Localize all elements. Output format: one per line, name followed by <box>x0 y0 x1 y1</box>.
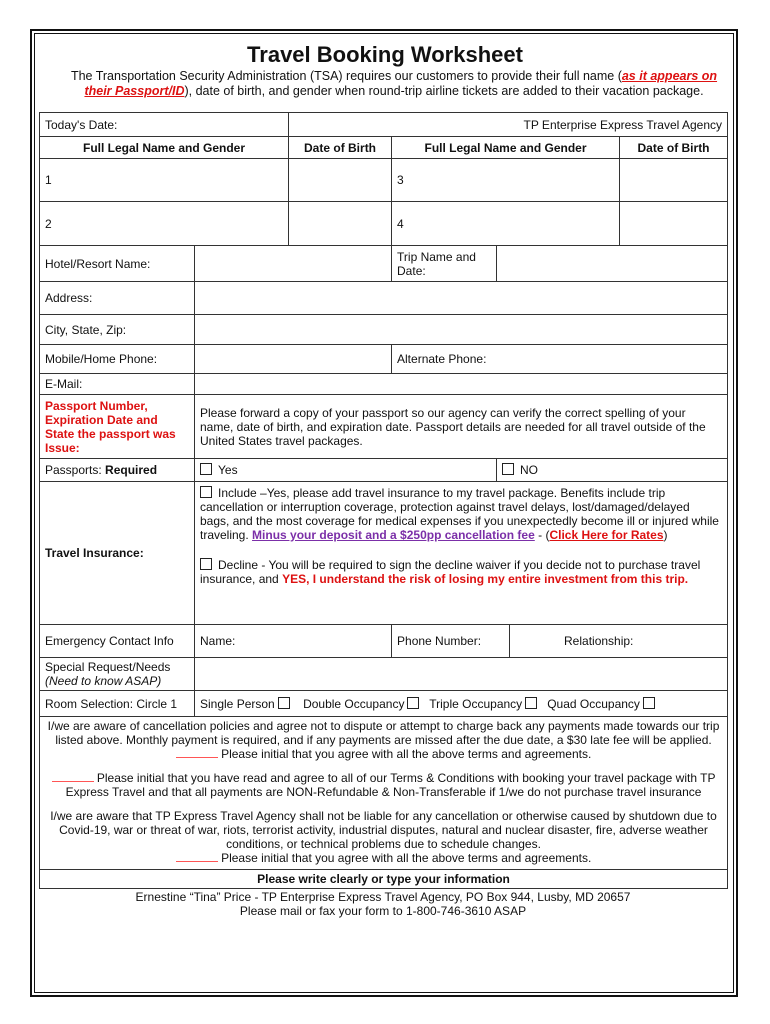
alt-phone-field[interactable] <box>392 345 728 374</box>
room-single-option[interactable]: Single Person <box>200 697 290 711</box>
column-header-name-1: Full Legal Name and Gender <box>40 137 289 159</box>
yes-checkbox[interactable] <box>200 463 212 475</box>
phone-label: Mobile/Home Phone: <box>40 345 195 374</box>
passport-no-option[interactable]: NO <box>497 459 728 482</box>
room-double-option[interactable]: Double Occupancy <box>303 697 419 711</box>
emergency-phone-field[interactable]: Phone Number: <box>392 625 510 658</box>
agency-name: TP Enterprise Express Travel Agency <box>289 113 728 137</box>
room-selection-label: Room Selection: Circle 1 <box>40 691 195 717</box>
special-request-label: Special Request/Needs (Need to know ASAP) <box>40 658 195 691</box>
fax-instructions: Please mail or fax your form to 1-800-746-3610 ASAP <box>239 904 527 918</box>
address-label: Address: <box>40 282 195 315</box>
page-title: Travel Booking Worksheet <box>247 42 523 67</box>
single-checkbox[interactable] <box>278 697 290 709</box>
email-field[interactable] <box>195 374 728 395</box>
traveler-2-name-field[interactable]: 2 <box>40 202 289 246</box>
emergency-name-field[interactable]: Name: <box>195 625 392 658</box>
traveler-3-name-field[interactable]: 3 <box>392 159 620 202</box>
terms-conditions: Please initial that you have read and agree to all of our Terms & Conditions with booking your travel package with TP Express Travel and that all payments are NON-Refundable & Non-Transferable if 1/we do not purchase travel insurance <box>45 771 722 799</box>
agency-contact: Ernestine “Tina” Price - TP Enterprise Express Travel Agency, PO Box 944, Lusby, MD 20657 <box>135 890 631 904</box>
column-header-dob-1: Date of Birth <box>289 137 392 159</box>
initial-blank-3[interactable] <box>176 861 218 862</box>
city-label: City, State, Zip: <box>40 315 195 345</box>
traveler-2-dob-field[interactable] <box>289 202 392 246</box>
insurance-include-option[interactable]: Include –Yes, please add travel insurance to my travel package. Benefits include trip cancellation or interruption coverage, protection against travel delays, lost/damaged/delayed bags, and the most coverage for medical expenses if you unexpectedly become ill or injured while traveling. Minus your deposit and a $250pp cancellation fee - (Click Here for Rates) <box>200 486 719 542</box>
trip-field[interactable] <box>497 246 728 282</box>
terms-liability: I/we are aware that TP Express Travel Agency shall not be liable for any cancellation or otherwise caused by shutdown due to Covid-19, war or threat of war, riots, terrorist activity, industrial disputes, natural and nuclear disaster, fire, adverse weather conditions, or technical problems due to schedule changes. Please initial that you agree with all the above terms and agreements. <box>50 809 717 865</box>
traveler-4-dob-field[interactable] <box>620 202 728 246</box>
column-header-dob-2: Date of Birth <box>620 137 728 159</box>
todays-date-field[interactable]: Today's Date: <box>40 113 289 137</box>
insurance-options <box>195 482 728 625</box>
double-checkbox[interactable] <box>407 697 419 709</box>
address-field[interactable] <box>195 282 728 315</box>
traveler-1-name-field[interactable]: 1 <box>40 159 289 202</box>
traveler-1-dob-field[interactable] <box>289 159 392 202</box>
emergency-label: Emergency Contact Info <box>40 625 195 658</box>
initial-blank-2[interactable] <box>52 781 94 782</box>
terms-section <box>40 717 728 870</box>
passports-label: Passports: Required <box>40 459 195 482</box>
decline-checkbox[interactable] <box>200 558 212 570</box>
rates-link[interactable]: Click Here for Rates <box>549 528 664 542</box>
passport-instructions: Please forward a copy of your passport so our agency can verify the correct spelling of your name, date of birth, and expiration date. Passport details are needed for all travel outside of the United States travel packages. <box>195 395 728 459</box>
initial-blank-1[interactable] <box>176 757 218 758</box>
passport-id-highlight: as it appears on their Passport/ID <box>84 69 718 98</box>
hotel-field[interactable] <box>195 246 392 282</box>
traveler-4-name-field[interactable]: 4 <box>392 202 620 246</box>
room-quad-option[interactable]: Quad Occupancy <box>547 697 655 711</box>
room-triple-option[interactable]: Triple Occupancy <box>429 697 537 711</box>
email-label: E-Mail: <box>40 374 195 395</box>
hotel-label: Hotel/Resort Name: <box>40 246 195 282</box>
booking-form <box>39 112 727 918</box>
quad-checkbox[interactable] <box>643 697 655 709</box>
emergency-relationship-field[interactable]: Relationship: <box>510 625 728 658</box>
passport-label: Passport Number, Expiration Date and State the passport was Issue: <box>40 395 195 459</box>
insurance-label: Travel Insurance: <box>40 482 195 625</box>
write-clearly-note: Please write clearly or type your information <box>40 870 728 889</box>
city-field[interactable] <box>195 315 728 345</box>
intro-text: The Transportation Security Administration (TSA) requires our customers to provide their full name (as it appears on their Passport/ID), date of birth, and gender when round-trip airline tickets are added to their vacation package. <box>70 69 718 98</box>
cancellation-fee-link[interactable]: Minus your deposit and a $250pp cancellation fee <box>252 528 535 542</box>
terms-cancellation: I/we are aware of cancellation policies and agree not to dispute or attempt to charge back any payments made towards our trip listed above. Monthly payment is required, and if any payments are missed after the due date, a $30 late fee will be applied. Please initial that you agree with all the above terms and agreements. <box>47 719 720 761</box>
insurance-decline-option[interactable]: Decline - You will be required to sign the decline waiver if you decide not to purchase travel insurance, and YES, I understand the risk of losing my entire investment from this trip. <box>200 558 701 586</box>
room-options <box>195 691 728 717</box>
phone-field[interactable] <box>195 345 392 374</box>
no-checkbox[interactable] <box>502 463 514 475</box>
trip-label: Trip Name and Date: <box>392 246 497 282</box>
special-request-field[interactable] <box>195 658 728 691</box>
column-header-name-2: Full Legal Name and Gender <box>392 137 620 159</box>
passport-yes-option[interactable]: Yes <box>195 459 497 482</box>
include-checkbox[interactable] <box>200 486 212 498</box>
triple-checkbox[interactable] <box>525 697 537 709</box>
alt-phone-label: Alternate Phone: <box>397 352 487 366</box>
traveler-3-dob-field[interactable] <box>620 159 728 202</box>
